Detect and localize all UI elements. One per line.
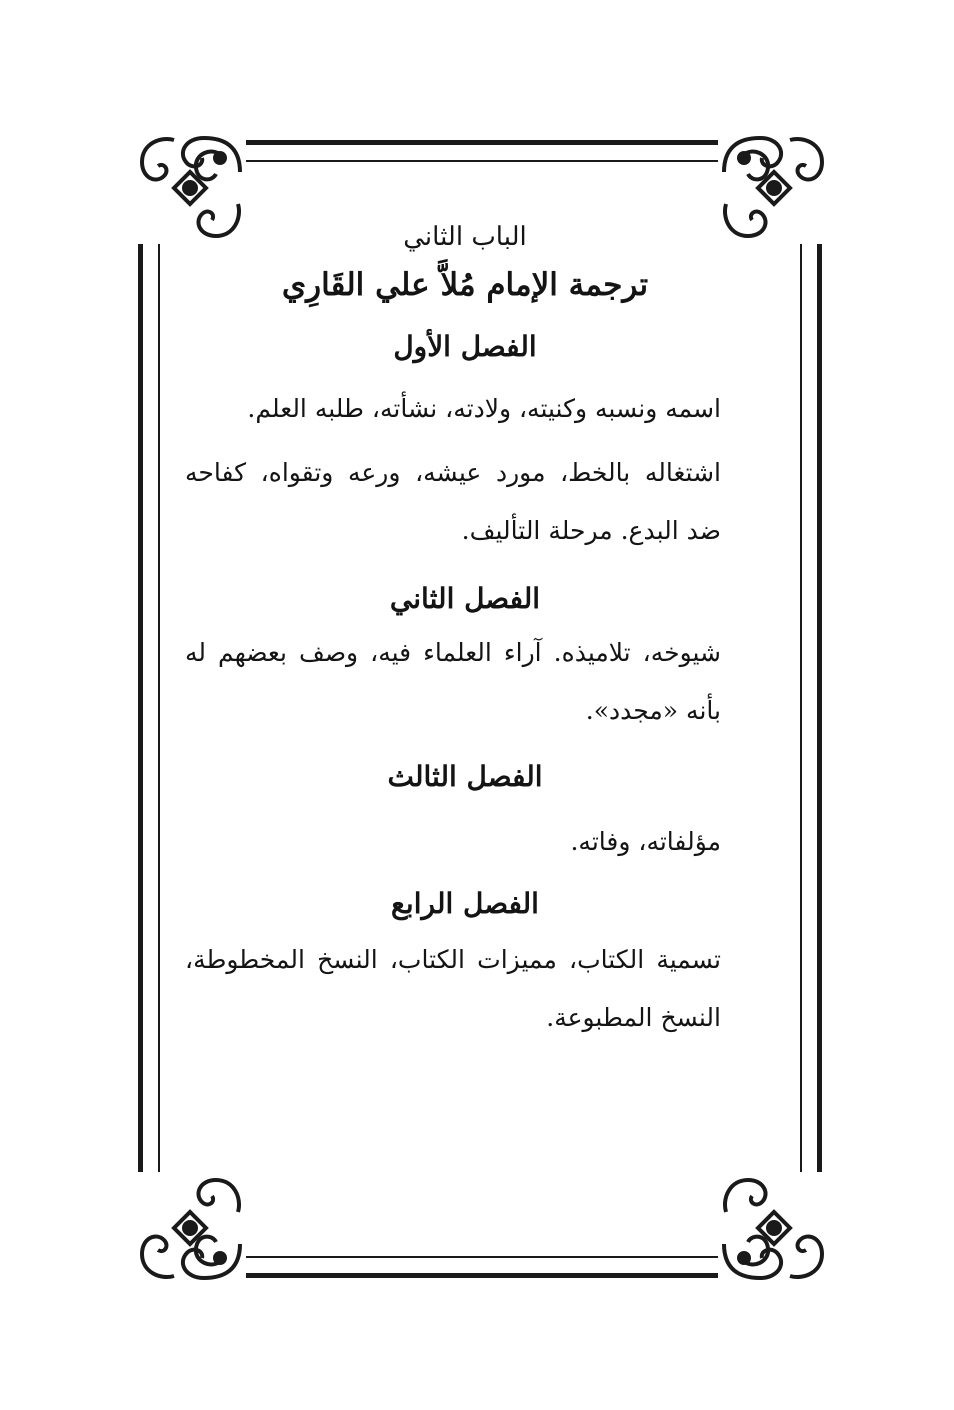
section-heading: الفصل الرابع [391, 887, 539, 921]
section-paragraph: اشتغاله بالخط، مورد عيشه، ورعه وتقواه، كفاحه ضد البدع. مرحلة التأليف. [185, 457, 721, 545]
section-heading: الفصل الأول [393, 330, 537, 364]
corner-ornament-icon [718, 1172, 830, 1284]
section-paragraph: اسمه ونسبه وكنيته، ولادته، نشأته، طلبه العلم. [247, 393, 721, 423]
bab-heading: الباب الثاني [403, 222, 527, 252]
section-paragraph: تسمية الكتاب، مميزات الكتاب، النسخ المخطوطة، النسخ المطبوعة. [185, 944, 721, 1032]
corner-ornament-icon [134, 1172, 246, 1284]
page-content [185, 222, 785, 1047]
section-paragraph: شيوخه، تلاميذه. آراء العلماء فيه، وصف بعضهم له بأنه «مجدد». [185, 637, 721, 725]
section-paragraph: مؤلفاته، وفاته. [570, 827, 721, 857]
section-heading: الفصل الثالث [387, 759, 543, 793]
section-heading: الفصل الثاني [389, 581, 541, 615]
page-title: ترجمة الإمام مُلاَّ علي القَارِي [281, 267, 649, 304]
